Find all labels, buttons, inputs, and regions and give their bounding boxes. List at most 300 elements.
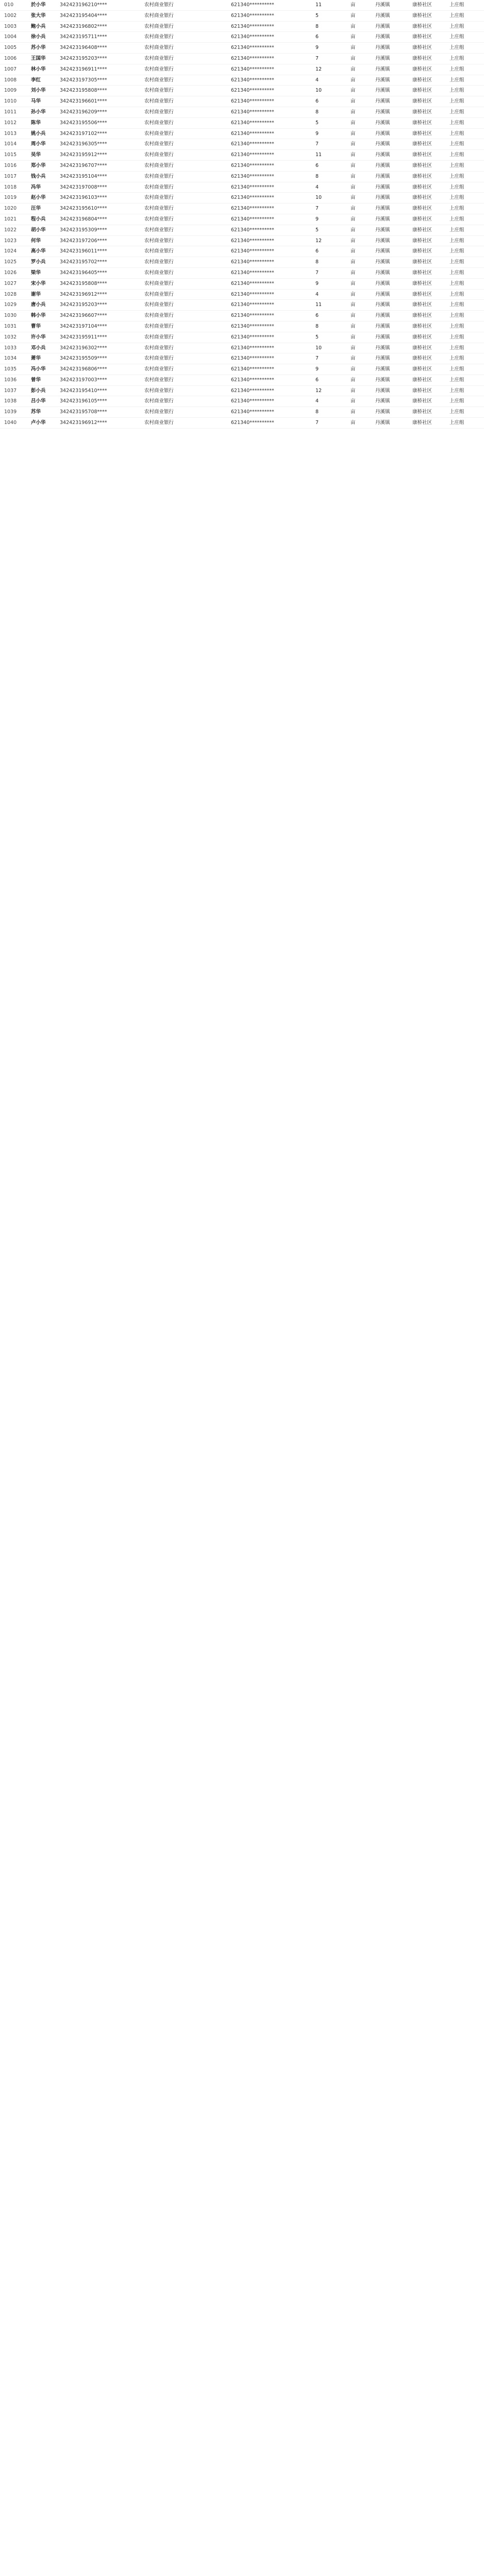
id-card-number: 342423196607**** [60, 313, 107, 319]
row-id: 1025 [4, 259, 17, 265]
township: 丹溪镇 [375, 77, 390, 83]
group: 上庄组 [449, 291, 464, 297]
unit-label: 亩 [351, 77, 356, 83]
id-card-number: 342423196105**** [60, 398, 107, 404]
group: 上庄组 [449, 216, 464, 222]
bank-name: 农村商业银行 [144, 162, 174, 168]
row-id: 1016 [4, 162, 17, 168]
person-name: 曹华 [31, 323, 41, 329]
township: 丹溪镇 [375, 259, 390, 265]
bank-name: 农村商业银行 [144, 120, 174, 126]
bank-name: 农村商业银行 [144, 366, 174, 372]
row-id: 1033 [4, 345, 17, 351]
unit-label: 亩 [351, 184, 356, 190]
bank-name: 农村商业银行 [144, 141, 174, 147]
area-value: 8 [315, 109, 319, 115]
row-id: 1004 [4, 34, 17, 40]
id-card-number: 342423195509**** [60, 355, 107, 362]
township: 丹溪镇 [375, 120, 390, 126]
unit-label: 亩 [351, 238, 356, 244]
id-card-number: 342423196601**** [60, 98, 107, 105]
group: 上庄组 [449, 2, 464, 8]
id-card-number: 342423195702**** [60, 259, 107, 265]
unit-label: 亩 [351, 152, 356, 158]
person-name: 陈华 [31, 120, 41, 126]
table-row [0, 214, 484, 225]
unit-label: 亩 [351, 66, 356, 72]
row-id: 1010 [4, 98, 17, 105]
township: 丹溪镇 [375, 98, 390, 105]
area-value: 5 [315, 334, 319, 340]
table-row [0, 139, 484, 150]
person-name: 高小华 [31, 248, 46, 255]
bank-name: 农村商业银行 [144, 130, 174, 137]
township: 丹溪镇 [375, 216, 390, 222]
township: 丹溪镇 [375, 334, 390, 340]
person-name: 刘小华 [31, 88, 46, 94]
roster-table [0, 0, 484, 429]
area-value: 9 [315, 280, 319, 286]
area-value: 7 [315, 269, 319, 276]
village: 康桥社区 [412, 162, 432, 168]
bank-name: 农村商业银行 [144, 206, 174, 212]
bank-name: 农村商业银行 [144, 195, 174, 201]
bank-name: 农村商业银行 [144, 238, 174, 244]
township: 丹溪镇 [375, 66, 390, 72]
id-card-number: 342423196912**** [60, 420, 107, 426]
row-id: 1027 [4, 280, 17, 286]
village: 康桥社区 [412, 23, 432, 29]
township: 丹溪镇 [375, 23, 390, 29]
bank-account: 621340********** [231, 248, 274, 255]
group: 上庄组 [449, 259, 464, 265]
row-id: 1019 [4, 195, 17, 201]
table-row [0, 343, 484, 354]
person-name: 程小兵 [31, 216, 46, 222]
group: 上庄组 [449, 355, 464, 362]
person-name: 卢小华 [31, 420, 46, 426]
person-name: 冯小华 [31, 366, 46, 372]
unit-label: 亩 [351, 130, 356, 137]
bank-account: 621340********** [231, 173, 274, 179]
township: 丹溪镇 [375, 2, 390, 8]
person-name: 冯华 [31, 184, 41, 190]
person-name: 於小华 [31, 2, 46, 8]
row-id: 1005 [4, 45, 17, 51]
bank-account: 621340********** [231, 66, 274, 72]
person-name: 谢华 [31, 291, 41, 297]
bank-account: 621340********** [231, 195, 274, 201]
village: 康桥社区 [412, 259, 432, 265]
area-value: 12 [315, 387, 322, 394]
township: 丹溪镇 [375, 377, 390, 383]
group: 上庄组 [449, 45, 464, 51]
unit-label: 亩 [351, 269, 356, 276]
bank-name: 农村商业银行 [144, 98, 174, 105]
bank-account: 621340********** [231, 130, 274, 137]
group: 上庄组 [449, 334, 464, 340]
row-id: 1028 [4, 291, 17, 297]
group: 上庄组 [449, 377, 464, 383]
area-value: 11 [315, 152, 322, 158]
township: 丹溪镇 [375, 184, 390, 190]
person-name: 苏小华 [31, 45, 46, 51]
person-name: 苏华 [31, 409, 41, 415]
bank-name: 农村商业银行 [144, 66, 174, 72]
unit-label: 亩 [351, 345, 356, 351]
village: 康桥社区 [412, 130, 432, 137]
group: 上庄组 [449, 195, 464, 201]
village: 康桥社区 [412, 12, 432, 19]
person-name: 萧华 [31, 355, 41, 362]
township: 丹溪镇 [375, 88, 390, 94]
area-value: 10 [315, 345, 322, 351]
village: 康桥社区 [412, 45, 432, 51]
table-row [0, 236, 484, 247]
id-card-number: 342423196210**** [60, 2, 107, 8]
area-value: 6 [315, 377, 319, 383]
area-value: 6 [315, 313, 319, 319]
group: 上庄组 [449, 323, 464, 329]
bank-account: 621340********** [231, 141, 274, 147]
bank-account: 621340********** [231, 216, 274, 222]
village: 康桥社区 [412, 173, 432, 179]
table-row [0, 161, 484, 172]
township: 丹溪镇 [375, 55, 390, 61]
id-card-number: 342423196011**** [60, 248, 107, 255]
area-value: 8 [315, 259, 319, 265]
bank-account: 621340********** [231, 206, 274, 212]
person-name: 宋小华 [31, 280, 46, 286]
bank-name: 农村商业银行 [144, 77, 174, 83]
group: 上庄组 [449, 77, 464, 83]
area-value: 7 [315, 55, 319, 61]
table-row [0, 172, 484, 182]
township: 丹溪镇 [375, 323, 390, 329]
group: 上庄组 [449, 120, 464, 126]
unit-label: 亩 [351, 98, 356, 105]
area-value: 4 [315, 77, 319, 83]
group: 上庄组 [449, 109, 464, 115]
person-name: 彭小兵 [31, 387, 46, 394]
row-id: 1015 [4, 152, 17, 158]
row-id: 1020 [4, 206, 17, 212]
id-card-number: 342423197305**** [60, 77, 107, 83]
table-row [0, 257, 484, 268]
village: 康桥社区 [412, 216, 432, 222]
id-card-number: 342423196806**** [60, 366, 107, 372]
township: 丹溪镇 [375, 269, 390, 276]
village: 康桥社区 [412, 238, 432, 244]
village: 康桥社区 [412, 120, 432, 126]
bank-name: 农村商业银行 [144, 23, 174, 29]
unit-label: 亩 [351, 377, 356, 383]
row-id: 1012 [4, 120, 17, 126]
group: 上庄组 [449, 409, 464, 415]
township: 丹溪镇 [375, 227, 390, 233]
bank-account: 621340********** [231, 109, 274, 115]
area-value: 9 [315, 45, 319, 51]
bank-account: 621340********** [231, 12, 274, 19]
group: 上庄组 [449, 141, 464, 147]
group: 上庄组 [449, 98, 464, 105]
table-row [0, 418, 484, 429]
bank-account: 621340********** [231, 269, 274, 276]
village: 康桥社区 [412, 280, 432, 286]
bank-account: 621340********** [231, 420, 274, 426]
village: 康桥社区 [412, 323, 432, 329]
unit-label: 亩 [351, 398, 356, 404]
village: 康桥社区 [412, 195, 432, 201]
person-name: 吴华 [31, 152, 41, 158]
table-row [0, 321, 484, 332]
village: 康桥社区 [412, 109, 432, 115]
village: 康桥社区 [412, 55, 432, 61]
unit-label: 亩 [351, 334, 356, 340]
area-value: 9 [315, 366, 319, 372]
unit-label: 亩 [351, 141, 356, 147]
group: 上庄组 [449, 345, 464, 351]
id-card-number: 342423197003**** [60, 377, 107, 383]
id-card-number: 342423195808**** [60, 280, 107, 286]
bank-account: 621340********** [231, 98, 274, 105]
person-name: 唐小兵 [31, 302, 46, 308]
bank-account: 621340********** [231, 162, 274, 168]
table-row [0, 129, 484, 140]
id-card-number: 342423196911**** [60, 66, 107, 72]
bank-name: 农村商业银行 [144, 302, 174, 308]
group: 上庄组 [449, 227, 464, 233]
row-id: 1021 [4, 216, 17, 222]
area-value: 8 [315, 23, 319, 29]
village: 康桥社区 [412, 88, 432, 94]
township: 丹溪镇 [375, 45, 390, 51]
township: 丹溪镇 [375, 366, 390, 372]
table-row [0, 246, 484, 257]
area-value: 4 [315, 184, 319, 190]
id-card-number: 342423196804**** [60, 216, 107, 222]
table-row [0, 332, 484, 343]
row-id: 1002 [4, 12, 17, 19]
table-row [0, 11, 484, 22]
row-id: 1032 [4, 334, 17, 340]
unit-label: 亩 [351, 291, 356, 297]
group: 上庄组 [449, 173, 464, 179]
village: 康桥社区 [412, 409, 432, 415]
bank-account: 621340********** [231, 313, 274, 319]
row-id: 1014 [4, 141, 17, 147]
bank-account: 621340********** [231, 238, 274, 244]
person-name: 胡小华 [31, 227, 46, 233]
area-value: 9 [315, 130, 319, 137]
area-value: 10 [315, 195, 322, 201]
id-card-number: 342423196209**** [60, 109, 107, 115]
bank-account: 621340********** [231, 302, 274, 308]
area-value: 5 [315, 120, 319, 126]
id-card-number: 342423195104**** [60, 173, 107, 179]
id-card-number: 342423195912**** [60, 152, 107, 158]
township: 丹溪镇 [375, 248, 390, 255]
person-name: 郑小华 [31, 162, 46, 168]
bank-account: 621340********** [231, 355, 274, 362]
group: 上庄组 [449, 206, 464, 212]
person-name: 何华 [31, 238, 41, 244]
bank-account: 621340********** [231, 55, 274, 61]
unit-label: 亩 [351, 323, 356, 329]
bank-name: 农村商业银行 [144, 387, 174, 394]
village: 康桥社区 [412, 2, 432, 8]
bank-name: 农村商业银行 [144, 55, 174, 61]
area-value: 7 [315, 420, 319, 426]
id-card-number: 342423197206**** [60, 238, 107, 244]
bank-account: 621340********** [231, 366, 274, 372]
bank-name: 农村商业银行 [144, 2, 174, 8]
group: 上庄组 [449, 66, 464, 72]
village: 康桥社区 [412, 227, 432, 233]
id-card-number: 342423195711**** [60, 34, 107, 40]
bank-account: 621340********** [231, 227, 274, 233]
bank-account: 621340********** [231, 259, 274, 265]
row-id: 1026 [4, 269, 17, 276]
unit-label: 亩 [351, 45, 356, 51]
table-row [0, 396, 484, 407]
person-name: 张大华 [31, 12, 46, 19]
row-id: 1036 [4, 377, 17, 383]
township: 丹溪镇 [375, 387, 390, 394]
bank-account: 621340********** [231, 120, 274, 126]
township: 丹溪镇 [375, 130, 390, 137]
area-value: 7 [315, 206, 319, 212]
bank-name: 农村商业银行 [144, 216, 174, 222]
id-card-number: 342423196707**** [60, 162, 107, 168]
row-id: 1034 [4, 355, 17, 362]
bank-name: 农村商业银行 [144, 409, 174, 415]
unit-label: 亩 [351, 366, 356, 372]
row-id: 1024 [4, 248, 17, 255]
bank-account: 621340********** [231, 45, 274, 51]
person-name: 姚小兵 [31, 130, 46, 137]
village: 康桥社区 [412, 291, 432, 297]
township: 丹溪镇 [375, 152, 390, 158]
bank-name: 农村商业银行 [144, 280, 174, 286]
id-card-number: 342423195911**** [60, 334, 107, 340]
person-name: 汪华 [31, 206, 41, 212]
row-id: 1017 [4, 173, 17, 179]
table-row [0, 22, 484, 32]
township: 丹溪镇 [375, 291, 390, 297]
group: 上庄组 [449, 34, 464, 40]
village: 康桥社区 [412, 420, 432, 426]
village: 康桥社区 [412, 98, 432, 105]
bank-account: 621340********** [231, 398, 274, 404]
row-id: 1007 [4, 66, 17, 72]
unit-label: 亩 [351, 12, 356, 19]
table-row [0, 375, 484, 386]
township: 丹溪镇 [375, 398, 390, 404]
area-value: 8 [315, 409, 319, 415]
row-id: 1008 [4, 77, 17, 83]
unit-label: 亩 [351, 302, 356, 308]
table-row [0, 279, 484, 290]
person-name: 周小华 [31, 141, 46, 147]
group: 上庄组 [449, 280, 464, 286]
village: 康桥社区 [412, 313, 432, 319]
bank-account: 621340********** [231, 334, 274, 340]
person-name: 王国华 [31, 55, 46, 61]
table-row [0, 182, 484, 193]
area-value: 6 [315, 248, 319, 255]
bank-name: 农村商业银行 [144, 313, 174, 319]
village: 康桥社区 [412, 152, 432, 158]
township: 丹溪镇 [375, 195, 390, 201]
area-value: 6 [315, 162, 319, 168]
person-name: 徐小兵 [31, 34, 46, 40]
unit-label: 亩 [351, 88, 356, 94]
unit-label: 亩 [351, 55, 356, 61]
village: 康桥社区 [412, 355, 432, 362]
group: 上庄组 [449, 398, 464, 404]
row-id: 1003 [4, 23, 17, 29]
table-row [0, 107, 484, 118]
person-name: 马华 [31, 98, 41, 105]
id-card-number: 342423196305**** [60, 141, 107, 147]
table-row [0, 268, 484, 279]
row-id: 1011 [4, 109, 17, 115]
table-row [0, 86, 484, 96]
area-value: 12 [315, 238, 322, 244]
village: 康桥社区 [412, 77, 432, 83]
table-row [0, 32, 484, 43]
id-card-number: 342423195203**** [60, 302, 107, 308]
bank-name: 农村商业银行 [144, 12, 174, 19]
person-name: 梁华 [31, 269, 41, 276]
unit-label: 亩 [351, 355, 356, 362]
id-card-number: 342423196302**** [60, 345, 107, 351]
unit-label: 亩 [351, 23, 356, 29]
village: 康桥社区 [412, 141, 432, 147]
township: 丹溪镇 [375, 173, 390, 179]
unit-label: 亩 [351, 313, 356, 319]
unit-label: 亩 [351, 248, 356, 255]
id-card-number: 342423195506**** [60, 120, 107, 126]
person-name: 鲍小兵 [31, 23, 46, 29]
table-row [0, 43, 484, 54]
row-id: 1029 [4, 302, 17, 308]
village: 康桥社区 [412, 302, 432, 308]
area-value: 4 [315, 291, 319, 297]
group: 上庄组 [449, 23, 464, 29]
unit-label: 亩 [351, 387, 356, 394]
bank-account: 621340********** [231, 88, 274, 94]
village: 康桥社区 [412, 334, 432, 340]
bank-account: 621340********** [231, 323, 274, 329]
village: 康桥社区 [412, 398, 432, 404]
village: 康桥社区 [412, 366, 432, 372]
table-row [0, 96, 484, 107]
table-row [0, 118, 484, 129]
bank-account: 621340********** [231, 152, 274, 158]
row-id: 1031 [4, 323, 17, 329]
village: 康桥社区 [412, 184, 432, 190]
village: 康桥社区 [412, 34, 432, 40]
id-card-number: 342423196408**** [60, 45, 107, 51]
area-value: 11 [315, 2, 322, 8]
township: 丹溪镇 [375, 34, 390, 40]
area-value: 10 [315, 88, 322, 94]
row-id: 1035 [4, 366, 17, 372]
id-card-number: 342423197102**** [60, 130, 107, 137]
row-id: 1037 [4, 387, 17, 394]
